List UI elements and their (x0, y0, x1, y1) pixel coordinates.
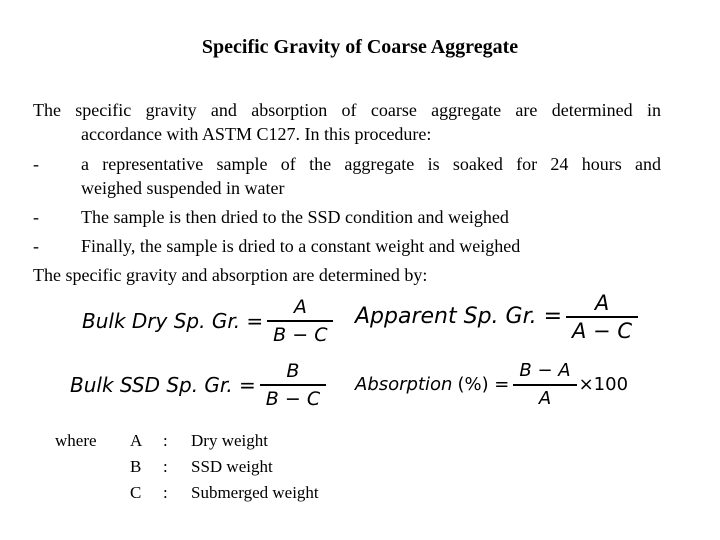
formula-apparent-label: Apparent Sp. Gr. = (355, 304, 563, 330)
step-1-line-2: weighed suspended in water (81, 178, 285, 198)
formula-absorption-fraction (513, 360, 576, 410)
formula-bulk-ssd-numerator: B (286, 360, 300, 382)
legend-desc-a: Dry weight (191, 431, 268, 450)
intro-line-1: The specific gravity and absorption of coarse aggregate are determined in (33, 100, 661, 120)
page-title: Specific Gravity of Coarse Aggregate (201, 36, 519, 58)
formula-bulk-ssd-denominator: B − C (265, 387, 321, 410)
formula-bulk-dry-numerator: A (293, 296, 307, 318)
formula-absorption-denominator: A (538, 387, 552, 409)
formula-absorption (355, 360, 628, 410)
formula-bulk-ssd-label: Bulk SSD Sp. Gr. = (70, 372, 256, 397)
legend-colon-b: : (163, 457, 168, 476)
formula-absorption-unit: (%) = (457, 374, 510, 396)
legend-symbol-c: C (130, 483, 142, 502)
step-2-dash: - (33, 207, 39, 227)
legend-colon-c: : (163, 483, 168, 502)
legend-colon-a: : (163, 431, 168, 450)
formula-absorption-multiplier: ×100 (578, 374, 629, 396)
legend-desc-b: SSD weight (191, 457, 273, 476)
intro-line-2: accordance with ASTM C127. In this procedure: (81, 124, 432, 144)
formula-bulk-dry (82, 296, 333, 346)
legend-symbol-a: A (130, 431, 143, 450)
formula-absorption-label: Absorption (355, 374, 453, 396)
formula-bulk-dry-denominator: B − C (273, 323, 328, 346)
step-1-dash: - (33, 154, 39, 174)
formula-bulk-dry-label: Bulk Dry Sp. Gr. = (82, 308, 264, 333)
formula-apparent-numerator: A (594, 291, 610, 315)
step-3-dash: - (33, 236, 39, 256)
legend-symbol-b: B (130, 457, 142, 476)
formula-bulk-ssd-fraction (260, 360, 326, 410)
formula-bulk-ssd (70, 360, 326, 410)
legend-desc-c: Submerged weight (191, 483, 319, 502)
formula-apparent-denominator: A − C (572, 318, 632, 343)
formula-apparent-fraction (566, 292, 638, 342)
formula-absorption-numerator: B − A (519, 360, 571, 381)
closing-line: The specific gravity and absorption are determined by: (33, 265, 428, 285)
formula-bulk-dry-fraction (267, 296, 333, 346)
formula-apparent (355, 292, 638, 342)
step-2-line-1: The sample is then dried to the SSD condition and weighed (81, 207, 509, 227)
legend-where: where (55, 431, 97, 450)
step-3-line-1: Finally, the sample is dried to a constant weight and weighed (81, 236, 521, 256)
step-1-line-1: a representative sample of the aggregate is soaked for 24 hours and (81, 154, 661, 174)
